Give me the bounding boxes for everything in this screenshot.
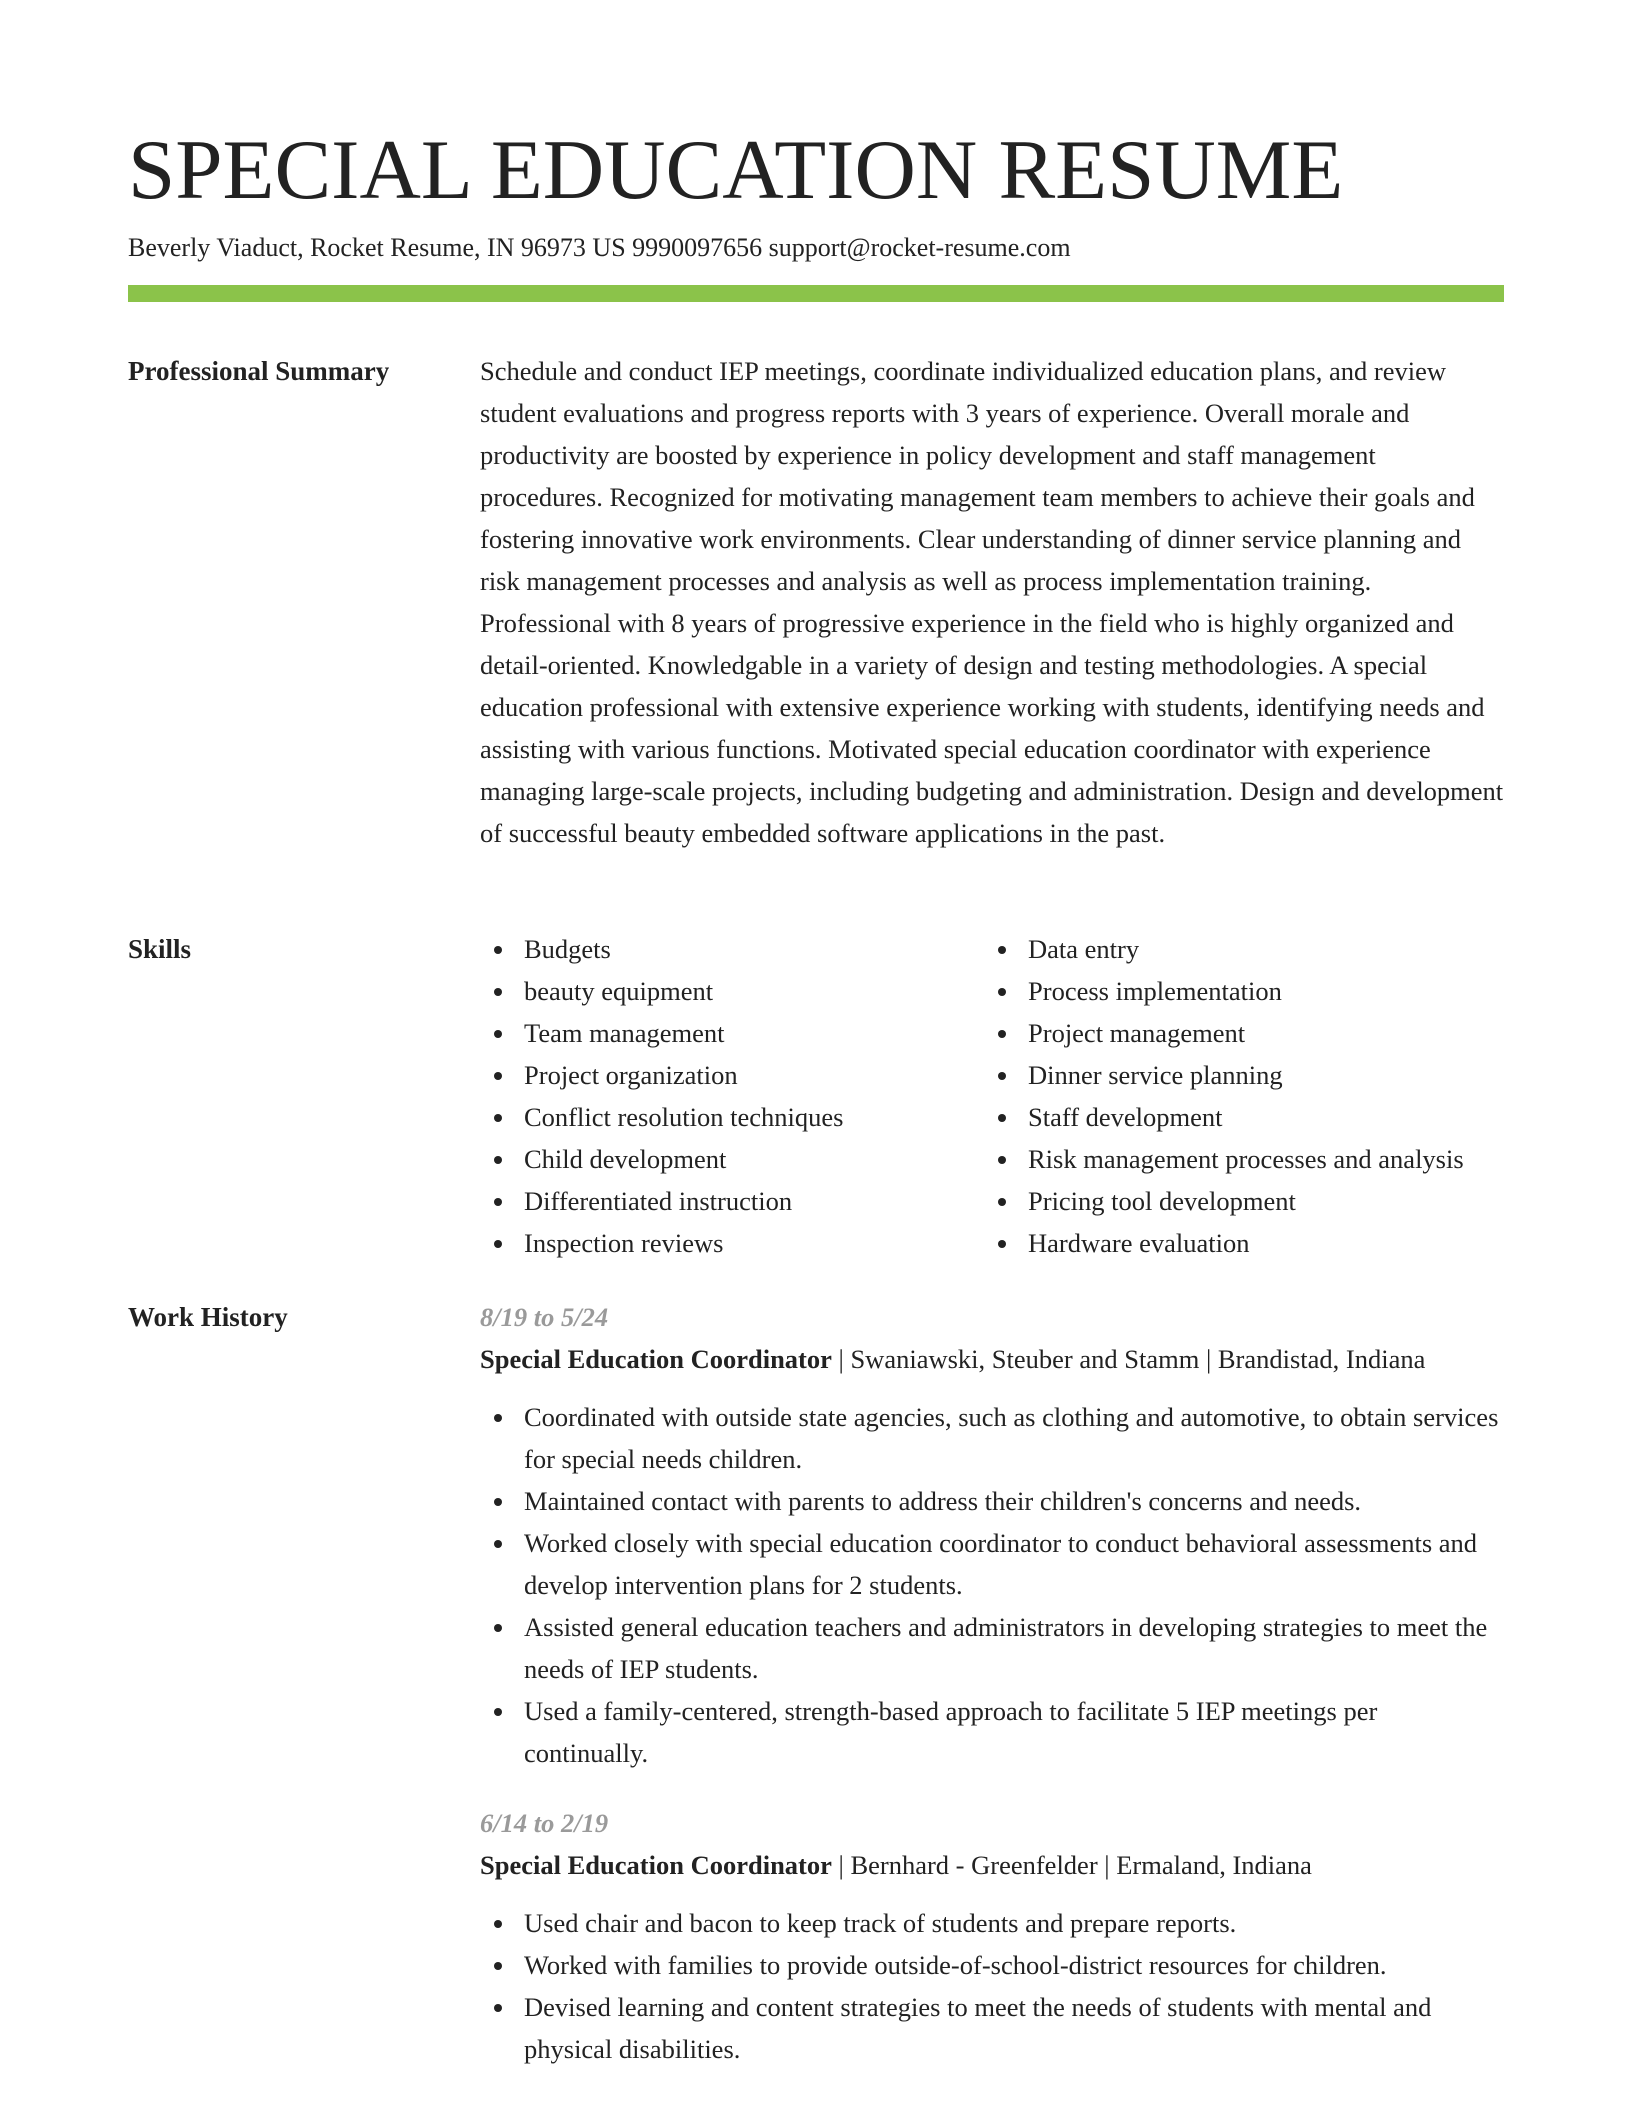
section-label-work-history: Work History — [128, 1302, 288, 1332]
work-history-body — [480, 1296, 1504, 2098]
job-dates: 8/19 to 5/24 — [480, 1302, 609, 1332]
resume-title: SPECIAL EDUCATION RESUME — [128, 123, 1344, 217]
job-bullet: Assisted general education teachers and administrators in developing strategies to meet the needs of IEP students. — [480, 1606, 1504, 1690]
job-bullets — [480, 1396, 1504, 1774]
skill-item: beauty equipment — [480, 970, 984, 1012]
skills-list-right — [984, 928, 1488, 1264]
section-label-skills: Skills — [128, 934, 192, 964]
job-details: | Bernhard - Greenfelder | Ermaland, Indiana — [831, 1850, 1312, 1880]
accent-divider — [128, 285, 1504, 302]
skills-body — [480, 928, 1504, 1264]
job-entry — [480, 1296, 1504, 1774]
skill-item: Team management — [480, 1012, 984, 1054]
job-bullet: Used a family-centered, strength-based approach to facilitate 5 IEP meetings per continually. — [480, 1690, 1504, 1774]
job-dates: 6/14 to 2/19 — [480, 1808, 609, 1838]
job-bullet: Devised learning and content strategies to meet the needs of students with mental and physical disabilities. — [480, 1986, 1504, 2070]
job-entry — [480, 1802, 1504, 2070]
job-bullets — [480, 1902, 1504, 2070]
skill-item: Project management — [984, 1012, 1488, 1054]
job-bullet: Worked with families to provide outside-of-school-district resources for children. — [480, 1944, 1504, 1986]
job-title: Special Education Coordinator — [480, 1850, 832, 1880]
job-title: Special Education Coordinator — [480, 1344, 832, 1374]
section-label-summary: Professional Summary — [128, 356, 390, 386]
skills-columns — [480, 928, 1504, 1264]
skill-item: Conflict resolution techniques — [480, 1096, 984, 1138]
job-heading — [480, 1844, 1504, 1886]
skill-item: Data entry — [984, 928, 1488, 970]
skill-item: Project organization — [480, 1054, 984, 1096]
job-bullet: Worked closely with special education coordinator to conduct behavioral assessments and develop intervention plans for 2 students. — [480, 1522, 1504, 1606]
job-details: | Swaniawski, Steuber and Stamm | Brandistad, Indiana — [831, 1344, 1426, 1374]
summary-text: Schedule and conduct IEP meetings, coordinate individualized education plans, and review student evaluations and progress reports with 3 years of experience. Overall morale and productivity are boosted by experience in policy development and staff management procedures. Recognized for motivating management team members to achieve their goals and fostering innovative work environments. Clear understanding of dinner service planning and risk management processes and analysis as well as process implementation training. Professional with 8 years of progressive experience in the field who is highly organized and detail-oriented. Knowledgable in a variety of design and testing methodologies. A special education professional with extensive experience working with students, identifying needs and assisting with various functions. Motivated special education coordinator with experience managing large-scale projects, including budgeting and administration. Design and development of successful beauty embedded software applications in the past. — [480, 356, 1504, 848]
skill-item: Inspection reviews — [480, 1222, 984, 1264]
skill-item: Process implementation — [984, 970, 1488, 1012]
skill-item: Staff development — [984, 1096, 1488, 1138]
job-bullet: Coordinated with outside state agencies, such as clothing and automotive, to obtain services for special needs children. — [480, 1396, 1504, 1480]
skill-item: Child development — [480, 1138, 984, 1180]
skill-item: Risk management processes and analysis — [984, 1138, 1488, 1180]
skill-item: Differentiated instruction — [480, 1180, 984, 1222]
skill-item: Budgets — [480, 928, 984, 970]
skill-item: Pricing tool development — [984, 1180, 1488, 1222]
job-heading — [480, 1338, 1504, 1380]
job-bullet: Used chair and bacon to keep track of students and prepare reports. — [480, 1902, 1504, 1944]
contact-line: Beverly Viaduct, Rocket Resume, IN 96973 US 9990097656 support@rocket-resume.com — [128, 233, 1071, 262]
skills-list-left — [480, 928, 984, 1264]
job-bullet: Maintained contact with parents to address their children's concerns and needs. — [480, 1480, 1504, 1522]
skill-item: Dinner service planning — [984, 1054, 1488, 1096]
skill-item: Hardware evaluation — [984, 1222, 1488, 1264]
